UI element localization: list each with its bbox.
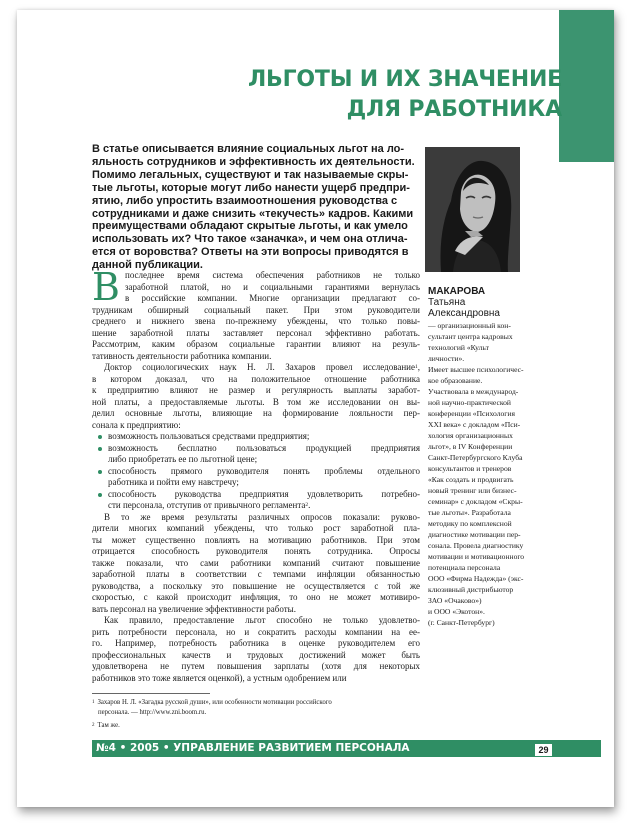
title-line: ДЛЯ РАБОТНИКА bbox=[346, 97, 562, 122]
author-name bbox=[428, 286, 548, 319]
author-surname: МАКАРОВА bbox=[428, 286, 486, 297]
article-lead: В статье описывается влияние социальных льгот на ло- яльность сотрудников и эффективность их деятельности. Помимо легальных, существуют и так называемые скры- тые льготы, которые могут либо нанести ущерб предпри- ятию, либо упростить взаимоотношения руководства с сотрудниками и даже снизить «текучесть» кадров. Какими преимуществами обладают скрытые льготы, и как умело использовать их? Что такое «заначка», и чем она отлича- ется от воровства? Ответы на эти вопросы приводятся в данной публикации. bbox=[92, 143, 415, 272]
list-item: способность прямого руководителя понять проблемы отдельного работника и пойти ему навстречу; bbox=[92, 466, 420, 489]
footnote-ref: 1 bbox=[415, 364, 418, 370]
page-number: 29 bbox=[534, 743, 553, 757]
footnote-1: $^1$ Захаров Н. Л. «Загадка русской души», или особенности мотивации российского персонала. — http://www.zni.boom.ru. bbox=[92, 699, 332, 716]
benefits-list bbox=[92, 431, 420, 512]
author-photo bbox=[425, 147, 520, 272]
paragraph-2: Доктор социологических наук Н. Л. Захаров провел исследование$^1$, в котором доказал, что на положительное отношение работника к предприятию влияют не размер и регулярность выплаты заработ- ной платы, а предоставляемые льготы. В том же исследовании он вы- делил основные льготы, влияющие на формирование лояльности пер- сонала к предприятию: bbox=[92, 362, 420, 430]
list-item: возможность пользоваться средствами предприятия; bbox=[92, 431, 420, 443]
corner-tab bbox=[559, 10, 614, 162]
footnote-2: $^2$ Там же. bbox=[92, 722, 120, 729]
author-firstname: Татьяна bbox=[428, 297, 466, 308]
title-line: ЛЬГОТЫ И ИХ ЗНАЧЕНИЕ bbox=[247, 67, 562, 92]
footer-bar bbox=[92, 740, 601, 757]
magazine-page bbox=[17, 10, 614, 807]
author-bio: — организационный кон- сультант центра кадровых технологий «Культ личности». Имеет высшее психологичес- кое образование. Участвовала в международ- ной научно-практической конференции «Психология XXI века» с докладом «Пси- хология организационных льгот», в IV Конференции Санкт-Петербургского Клуба консультантов и тренеров «Как создать и продвигать новый тренинг или бизнес- семинар» с докладом «Скры- тые льготы». Разработала методику по комплексной диагностике мотивации пер- сонала. Провела диагностику мотивации и мотивационного потенциала персонала ООО «Фирма Надежда» (экс- клюзивный дистрибьютор ЗАО «Очаково») и ООО «Экотон». (г. Санкт-Петербург) bbox=[428, 321, 525, 627]
footnote-ref: 2 bbox=[305, 502, 309, 508]
author-portrait-image bbox=[425, 147, 520, 272]
author-patronymic: Александровна bbox=[428, 308, 500, 319]
article-title bbox=[248, 65, 562, 125]
paragraph-4: Как правило, предоставление льгот способно не только удовлетво- рить потребности персонала, но и сократить расходы компании на ее- го. Например, потребность работника в оценке руководителем его профессиональных качеств и трудовых достижений может быть удовлетворена не путем повышения зарплаты (хотя для некоторых работников это тоже является оценкой), а устным одобрением или bbox=[92, 615, 420, 683]
list-item: способность руководства предприятия удовлетворить потребно- сти персонала, отступив от привычного регламента$^2$. bbox=[92, 489, 420, 512]
article-body bbox=[92, 265, 420, 684]
journal-issue: №4 • 2005 • УПРАВЛЕНИЕ РАЗВИТИЕМ ПЕРСОНАЛА bbox=[96, 742, 410, 754]
paragraph-1: В последнее время система обеспечения работников не только заработной платой, но и социальными гарантиями вернулась в российские компании. Многие организации предлагают со- трудникам обширный социальный пакет. При этом руководители среднего и нижнего звена по-прежнему убеждены, что только повы- шение заработной платы заставляет персонал эффективно работать. Рассмотрим, каким образом социальные гарантии влияют на резуль- тативность деятельности работника компании. bbox=[92, 265, 420, 361]
paragraph-3: В то же время результаты различных опросов показали: руково- дители многих компаний убеждены, что только рост заработной пла- ты может существенно повлиять на мотивацию работников. При этом отрицается способность руководителя понять сотрудника. Опросы также показали, что сами работники компаний считают повышение заработной платы в соответствии с темпами инфляции обязанностью руководства, а поскольку это повышение не осуществляется с той же скоростью, с какой происходит инфляция, то оно не может мотивиро- вать персонал на увеличение эффективности работы. bbox=[92, 511, 420, 614]
list-item: возможность бесплатно пользоваться продукцией предприятия либо приобретать ее по льготной цене; bbox=[92, 443, 420, 466]
footnote-divider bbox=[92, 693, 210, 694]
drop-cap: В bbox=[92, 265, 120, 309]
